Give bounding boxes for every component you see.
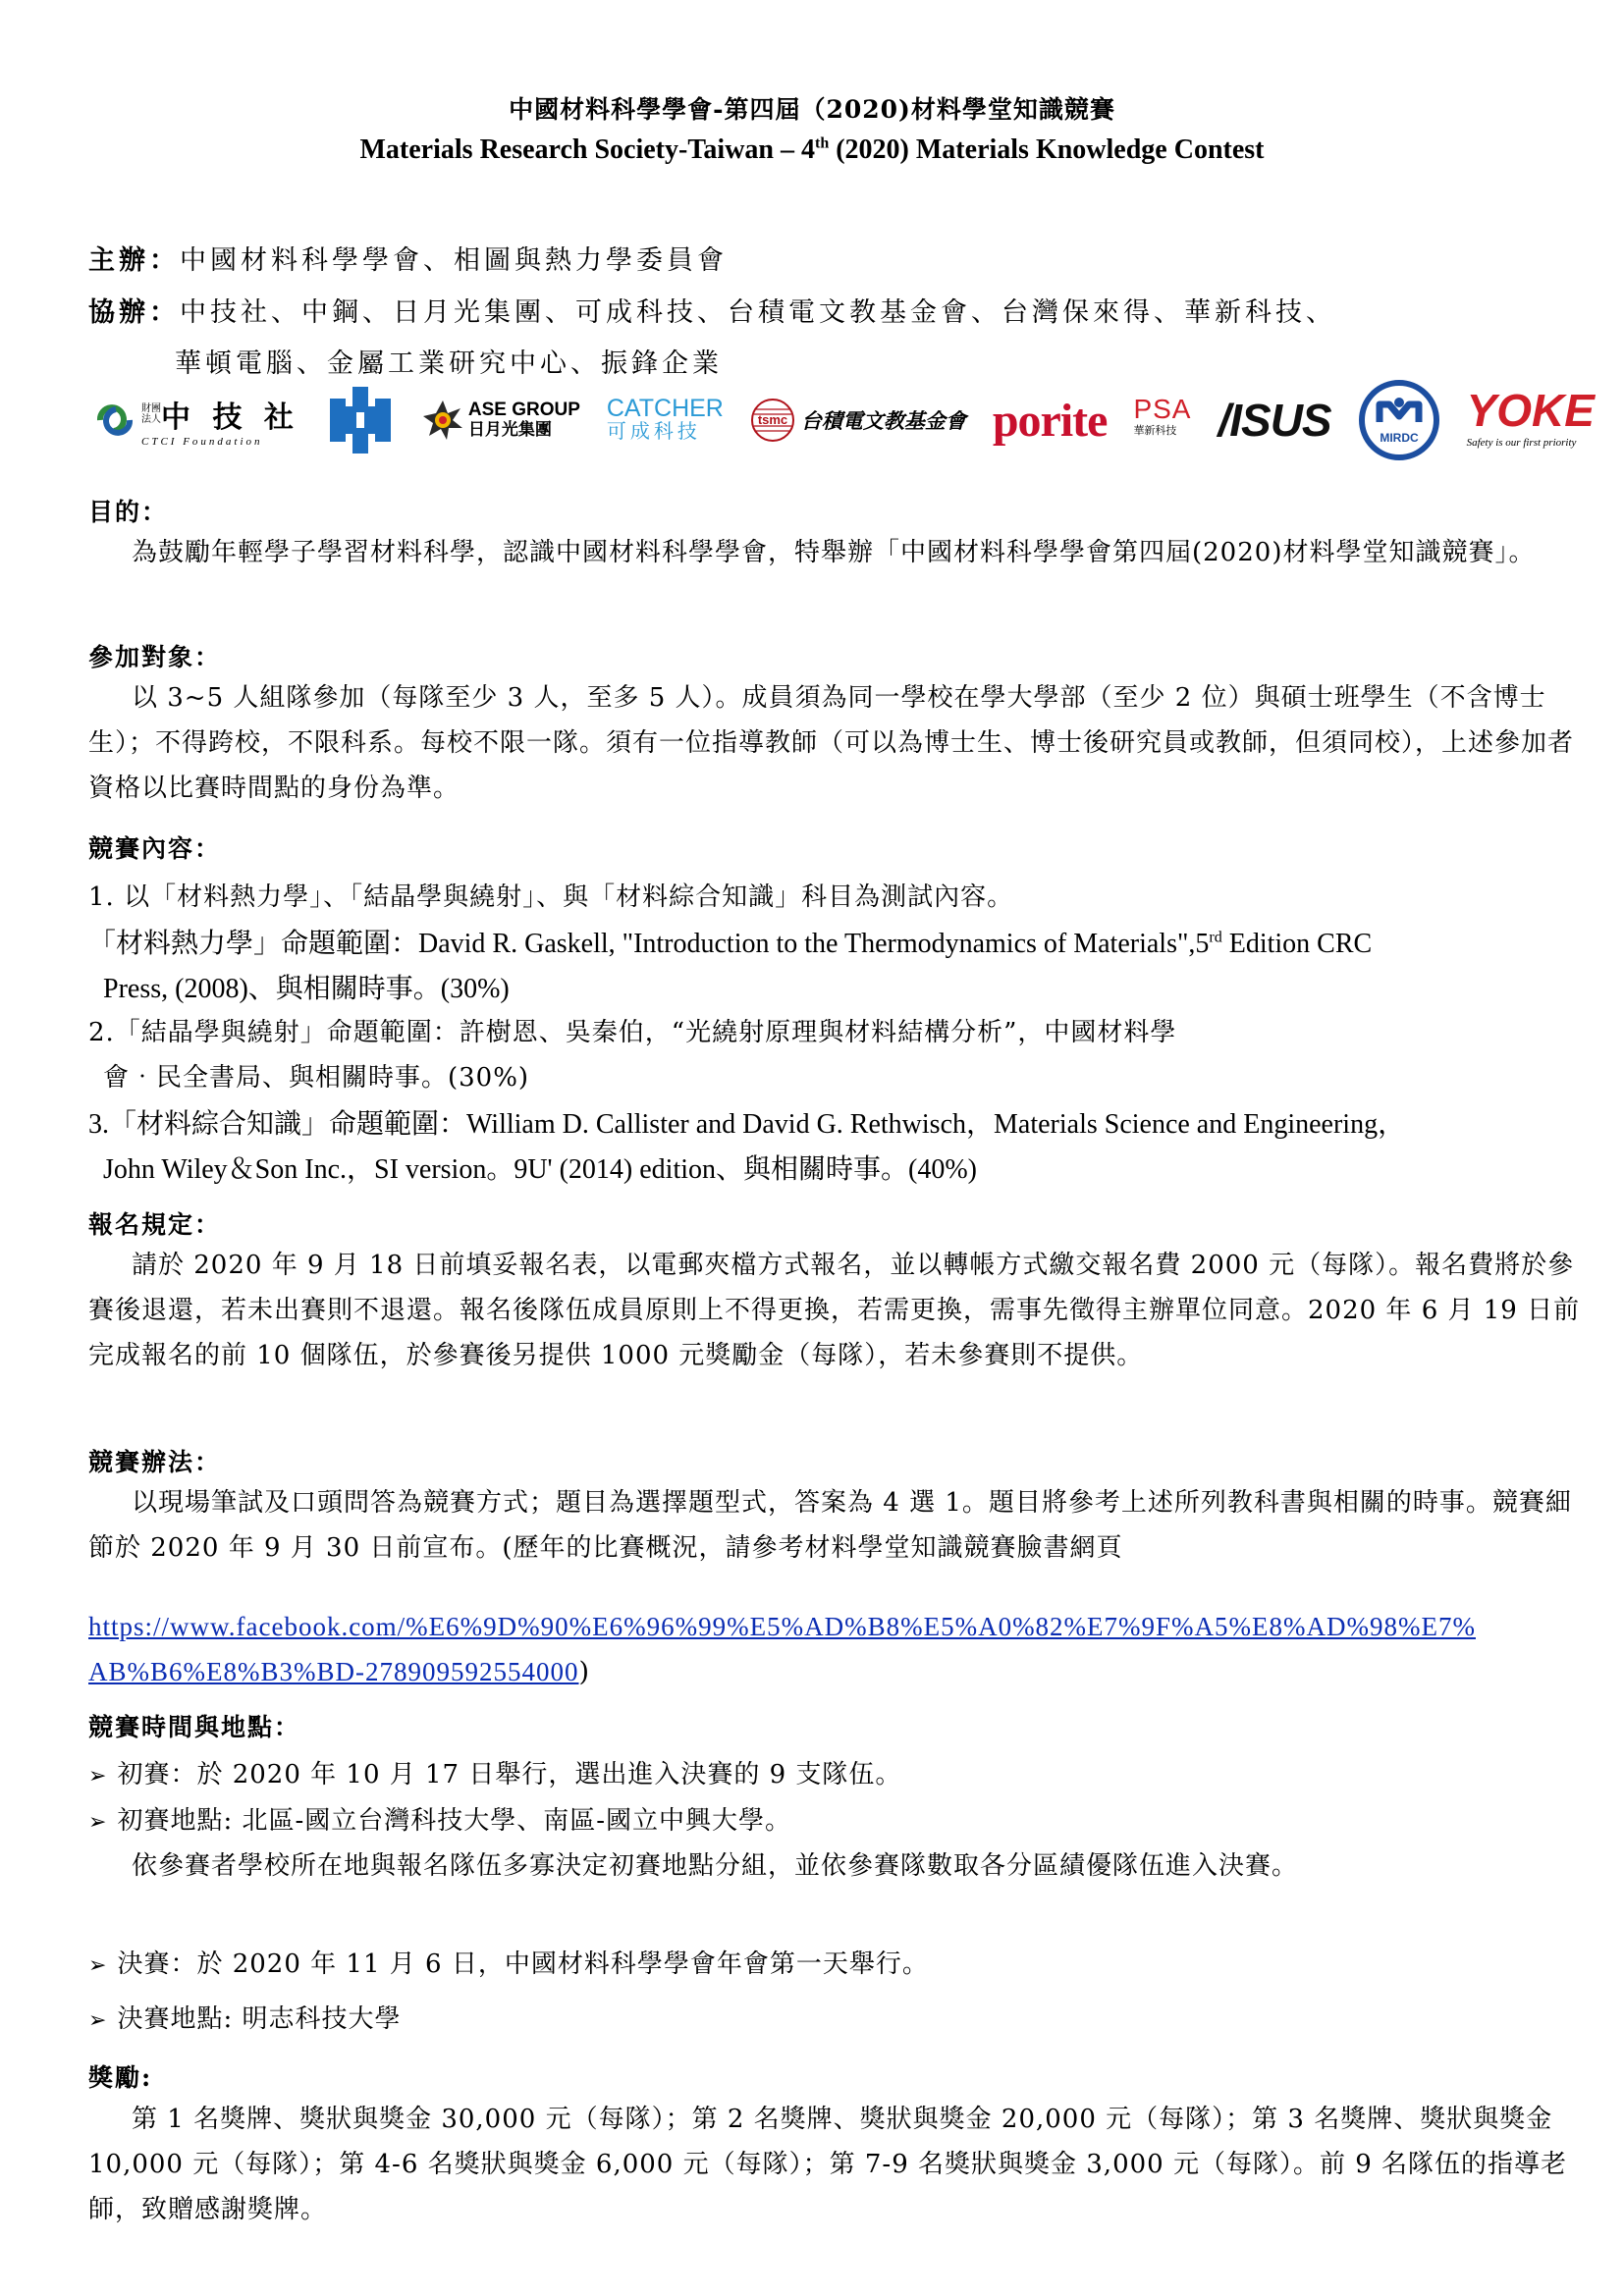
content-item-2-cont: 會‧民全書局、與相關時事。(30%) [103, 1063, 530, 1093]
host-text: 中國材料科學學會、相圖與熱力學委員會 [180, 245, 728, 276]
ctci-en: CTCI Foundation [141, 436, 263, 448]
schedule-grouping-note: 依參賽者學校所在地與報名隊伍多寡決定初賽地點分組，並依參賽隊數取各分區績優隊伍進入決賽。 [132, 1851, 1299, 1881]
csc-logo [326, 385, 395, 455]
mirdc-emblem-icon [1358, 379, 1440, 461]
host-row [88, 239, 728, 277]
mirdc-text: MIRDC [1379, 431, 1419, 445]
ctci-logo [92, 393, 299, 448]
yoke-logo [1466, 385, 1595, 453]
content-thermo-a: 「材料熱力學」命題範圍：David R. Gaskell, "Introduction to the Thermodynamics of Materials",5 [88, 929, 1210, 959]
arrow-bullet-icon: ➢ [88, 1810, 108, 1835]
tsmc-foundation-text: 台積電文教基金會 [800, 408, 966, 433]
catcher-cn: 可成科技 [606, 421, 701, 443]
ase-sun-icon [421, 399, 464, 442]
purpose-paragraph: 為鼓勵年輕學子學習材料科學，認識中國材料科學學會，特舉辦「中國材料科學學會第四屆(2020)材料學堂知識競賽」。 [132, 538, 1536, 567]
arrow-bullet-icon: ➢ [88, 1764, 108, 1789]
psa-sub-text: 華新科技 [1133, 425, 1177, 437]
china-steel-emblem-icon [326, 385, 395, 455]
co-organizer-line1: 中技社、中鋼、日月光集團、可成科技、台積電文教基金會、台灣保來得、華新科技、 [180, 297, 1336, 328]
ase-logo [421, 399, 580, 442]
ase-group-text: ASE GROUP [467, 400, 580, 420]
schedule-final-venue-text: 決賽地點: 明志科技大學 [117, 2004, 402, 2034]
method-heading: 競賽辦法： [88, 1448, 222, 1476]
schedule-item-prelim-venue [88, 1800, 791, 1837]
asus-logo [1218, 394, 1330, 447]
title-en-post: (2020) Materials Knowledge Contest [829, 134, 1265, 165]
content-item-3-cont: John Wiley＆Son Inc.，SI version。9U' (2014) edition、與相關時事。(40%) [103, 1154, 977, 1185]
content-thermo-b: Edition CRC [1221, 929, 1373, 959]
title-chinese: 中國材料科學學會-第四屆（2020)材料學堂知識競賽 [509, 95, 1115, 124]
arrow-bullet-icon: ➢ [88, 1953, 108, 1978]
sponsor-logos [92, 381, 1595, 459]
schedule-prelim-venue-text: 初賽地點: 北區-國立台灣科技大學、南區-國立中興大學。 [117, 1806, 792, 1836]
facebook-link-cont[interactable]: AB%B6%E8%B3%BD-278909592554000 [88, 1657, 579, 1686]
catcher-en: CATCHER [606, 395, 724, 422]
ctci-small-text: 財團法人 [141, 403, 161, 425]
title-en-sup: th [815, 134, 830, 152]
title-english [0, 134, 1624, 166]
schedule-item-prelim [88, 1754, 901, 1790]
tsmc-text: tsmc [757, 412, 788, 427]
schedule-item-final [88, 1944, 929, 1980]
content-item-2: 2.「結晶學與繞射」命題範圍：許樹恩、吳秦伯，“光繞射原理與材料結構分析”，中國材料學 [88, 1018, 1177, 1047]
co-organizer-line2: 華頓電腦、金屬工業研究中心、振鋒企業 [175, 348, 723, 379]
yoke-text: YOKE [1466, 385, 1595, 436]
schedule-final-text: 決賽：於 2020 年 11 月 6 日，中國材料科學學會年會第一天舉行。 [117, 1949, 929, 1979]
eligibility-heading: 參加對象： [88, 643, 222, 671]
facebook-link-line-2 [88, 1657, 590, 1687]
asus-text: /ISUS [1218, 395, 1331, 446]
catcher-logo [607, 397, 724, 444]
content-item-thermo-cont: Press, (2008)、與相關時事。(30%) [103, 974, 510, 1004]
porite-logo [993, 394, 1108, 448]
co-organizer-label: 協辦： [88, 297, 180, 328]
method-paragraph: 以現場筆試及口頭問答為競賽方式；題目為選擇題型式，答案為 4 選 1。題目將參考上述所列教科書與相關的時事。競賽細節於 2020 年 9 月 30 日前宣布。(歷年的比賽概況，請參考材料學堂知識競賽臉書網頁 [88, 1488, 1572, 1563]
psa-logo [1133, 394, 1192, 442]
schedule-heading: 競賽時間與地點： [88, 1713, 301, 1741]
arrow-bullet-icon: ➢ [88, 2008, 108, 2033]
content-item-1: 1. 以「材料熱力學」、「結晶學與繞射」、與「材料綜合知識」科目為測試內容。 [88, 882, 1014, 912]
facebook-link-line [88, 1612, 1476, 1642]
registration-heading: 報名規定： [88, 1210, 222, 1239]
facebook-link[interactable]: https://www.facebook.com/%E6%9D%90%E6%96%99%E5%AD%B8%E5%A0%82%E7%9F%A5%E8%AD%98%E7% [88, 1612, 1476, 1641]
ctci-name: 中 技 社 [161, 400, 299, 435]
content-item-thermo [88, 922, 1372, 961]
ase-cn-text: 日月光集團 [467, 420, 552, 439]
tsmc-logo [750, 398, 966, 443]
content-item-3: 3.「材料綜合知識」命題範圍：William D. Callister and David G. Rethwisch，Materials Science and Engineering， [88, 1109, 1406, 1140]
yoke-slogan: Safety is our first priority [1466, 437, 1577, 449]
co-organizer-row [88, 291, 1336, 329]
tsmc-emblem-icon [750, 398, 795, 443]
porite-text: porite [992, 394, 1108, 447]
host-label: 主辦： [88, 245, 180, 276]
awards-heading: 獎勵: [88, 2063, 153, 2092]
mirdc-logo [1358, 379, 1440, 461]
content-heading: 競賽內容： [88, 834, 222, 863]
content-thermo-sup: rd [1209, 929, 1222, 946]
ctci-emblem-icon [92, 400, 137, 440]
awards-paragraph: 第 1 名獎牌、獎狀與獎金 30,000 元（每隊）；第 2 名獎牌、獎狀與獎金 20,000 元（每隊）；第 3 名獎牌、獎狀與獎金 10,000 元（每隊）；第 4-6 名獎狀與獎金 6,000 元（每隊）；第 7-9 名獎狀與獎金 3,000 元（每隊）。前 9 名隊伍的指導老師，致贈感謝獎牌。 [88, 2105, 1568, 2224]
title-en-pre: Materials Research Society-Taiwan – 4 [359, 134, 815, 165]
psa-text: PSA [1133, 394, 1192, 424]
link-close-paren: ) [578, 1657, 591, 1687]
registration-paragraph: 請於 2020 年 9 月 18 日前填妥報名表，以電郵夾檔方式報名，並以轉帳方式繳交報名費 2000 元（每隊）。報名費將於參賽後退還，若未出賽則不退還。報名後隊伍成員原則上不得更換，若需更換，需事先徵得主辦單位同意。2020 年 6 月 19 日前完成報名的前 10 個隊伍，於參賽後另提供 1000 元獎勵金（每隊），若未參賽則不提供。 [88, 1251, 1581, 1370]
schedule-item-final-venue [88, 1999, 401, 2035]
schedule-prelim-text: 初賽：於 2020 年 10 月 17 日舉行，選出進入決賽的 9 支隊伍。 [117, 1760, 902, 1789]
purpose-heading: 目的： [88, 498, 169, 526]
eligibility-paragraph: 以 3~5 人組隊參加（每隊至少 3 人，至多 5 人）。成員須為同一學校在學大學部（至少 2 位）與碩士班學生（不含博士生）；不得跨校，不限科系。每校不限一隊。須有一位指導教師（可以為博士生、博士後研究員或教師，但須同校），上述參加者資格以比賽時間點的身份為準。 [88, 683, 1575, 803]
